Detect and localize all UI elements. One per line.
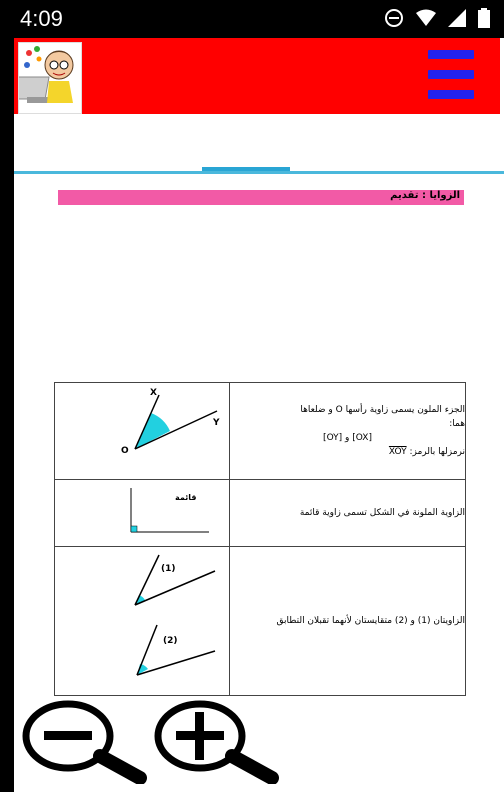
- lesson-title-bar: [58, 190, 464, 205]
- angle-symbol: $\overline{XOY}$: [388, 447, 407, 457]
- sub-header: [14, 114, 504, 172]
- definition-line-3: [OX] و [OY]: [323, 433, 372, 443]
- zoom-out-icon[interactable]: [22, 700, 152, 784]
- status-icons: [384, 8, 490, 28]
- congruent-angles-text: الزاويتان (1) و (2) متقايستان لأنهما تقبلان التطابق: [230, 547, 466, 696]
- signal-icon: [448, 9, 466, 27]
- table-row: [55, 547, 466, 696]
- right-angle-text: الزاوية الملونة في الشكل تسمى زاوية قائمة: [230, 480, 466, 547]
- status-bar: [0, 0, 504, 38]
- app-logo[interactable]: [18, 42, 82, 114]
- do-not-disturb-icon: [384, 8, 404, 28]
- app-header: [14, 38, 500, 114]
- congruent-angles-figure: [55, 547, 229, 691]
- definition-line-2: هما:: [449, 419, 465, 429]
- table-row: [55, 383, 466, 480]
- label-o: O: [121, 446, 129, 456]
- battery-icon: [478, 8, 490, 28]
- status-time: 4:09: [20, 6, 63, 31]
- hamburger-icon[interactable]: [428, 50, 478, 102]
- angle-definition-cell: [230, 383, 466, 480]
- divider-line: [14, 171, 504, 174]
- angle-figure-cell: [55, 383, 230, 480]
- table-row: [55, 480, 466, 547]
- angle-2-label: (2): [163, 636, 178, 646]
- right-angle-label: قائمة: [175, 493, 197, 502]
- zoom-in-icon[interactable]: [152, 700, 282, 784]
- angle-1-label: (1): [161, 564, 176, 574]
- app-screen: [14, 38, 504, 792]
- lesson-table: [54, 382, 466, 696]
- definition-line-1: الجزء الملون يسمى زاوية رأسها O و ضلعاها: [300, 405, 465, 415]
- angle-xoy-figure: [55, 383, 229, 475]
- lesson-title: الزوايا : تقديم: [390, 190, 460, 201]
- label-y: Y: [213, 418, 220, 428]
- congruent-angles-figure-cell: [55, 547, 230, 696]
- wifi-icon: [416, 9, 436, 27]
- definition-line-4: نرمزلها بالرمز:: [409, 447, 465, 457]
- right-angle-figure-cell: [55, 480, 230, 547]
- right-angle-figure: [55, 480, 229, 542]
- label-x: X: [150, 388, 157, 398]
